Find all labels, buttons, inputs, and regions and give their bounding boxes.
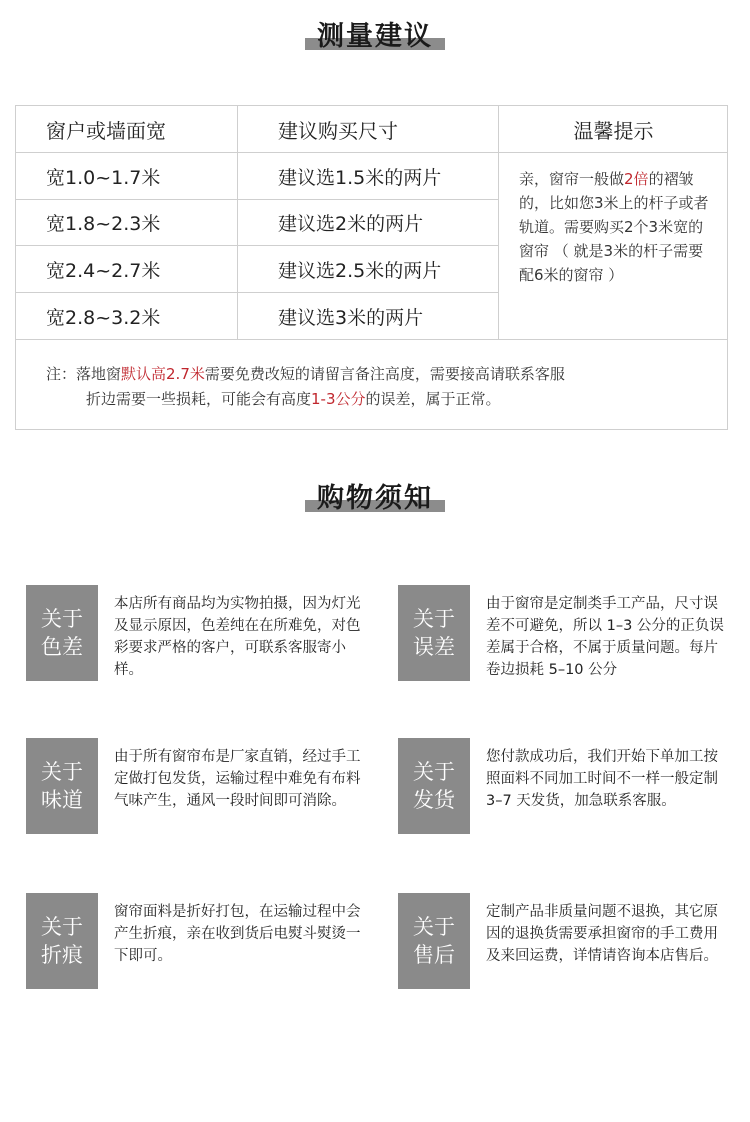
note-line2-before: 折边需要一些损耗，可能会有高度: [86, 390, 312, 408]
badge-line1: 关于: [413, 915, 455, 939]
notice-text: 本店所有商品均为实物拍摄，因为灯光及显示原因，色差纯在在所难免，对色彩要求严格的客户，可联系客服寄小样。: [114, 596, 361, 678]
notice-badge: [398, 893, 470, 989]
notice-badge: [26, 893, 98, 989]
notice-badge: [26, 738, 98, 834]
note-highlight-height: 默认高2.7米: [121, 365, 205, 383]
shopping-notice-section-title: [0, 476, 750, 516]
note-highlight-error: 1-3公分: [311, 390, 366, 408]
note-middle: 需要免费改短的请留言备注高度，需要接高请联系客服: [204, 365, 565, 383]
notice-badge: [398, 585, 470, 681]
row-width: 宽1.0~1.7米: [16, 153, 238, 200]
notice-card-after-sales: [398, 893, 728, 993]
notice-text: 您付款成功后，我们开始下单加工按照面料不同加工时间不一样一般定制 3–7 天发货，加急联系客服。: [486, 749, 718, 809]
badge-line2: 售后: [413, 943, 455, 967]
badge-line1: 关于: [413, 607, 455, 631]
badge-line2: 色差: [41, 635, 83, 659]
header-window-width: 窗户或墙面宽: [16, 106, 238, 153]
tip-text: [499, 153, 728, 340]
notice-badge: [398, 738, 470, 834]
badge-line2: 发货: [413, 788, 455, 812]
header-suggested-size: 建议购买尺寸: [238, 106, 499, 153]
shopping-notice-title-text: 购物须知: [317, 483, 433, 514]
row-suggest: 建议选2.5米的两片: [238, 246, 499, 293]
badge-line1: 关于: [413, 760, 455, 784]
measure-section-title: [0, 14, 750, 54]
notice-card-smell: [26, 738, 361, 838]
row-suggest: 建议选1.5米的两片: [238, 153, 499, 200]
notice-text: 由于窗帘是定制类手工产品，尺寸误差不可避免，所以 1–3 公分的正负误差属于合格，不属于质量问题。每片卷边损耗 5–10 公分: [486, 596, 724, 678]
row-suggest: 建议选2米的两片: [238, 200, 499, 246]
height-note: [16, 340, 728, 430]
notice-card-error: [398, 585, 728, 685]
tip-text-after: 的褶皱的，比如您3米上的杆子或者轨道。需要购买2个3米宽的窗帘 （ 就是3米的杆子需要配6米的窗帘 ）: [519, 170, 709, 284]
notice-card-shipping: [398, 738, 728, 838]
row-width: 宽1.8~2.3米: [16, 200, 238, 246]
badge-line2: 味道: [41, 788, 83, 812]
note-line2-after: 的误差，属于正常。: [365, 390, 501, 408]
row-width: 宽2.4~2.7米: [16, 246, 238, 293]
row-suggest: 建议选3米的两片: [238, 293, 499, 340]
notice-text: 由于所有窗帘布是厂家直销，经过手工定做打包发货，运输过程中难免有布料气味产生，通风一段时间即可消除。: [114, 749, 361, 809]
tip-text-before: 亲，窗帘一般做: [519, 170, 625, 188]
badge-line1: 关于: [41, 915, 83, 939]
notice-text: 定制产品非质量问题不退换，其它原因的退换货需要承担窗帘的手工费用及来回运费，详情请咨询本店售后。: [486, 904, 718, 964]
header-tips: 温馨提示: [499, 106, 728, 153]
notice-text: 窗帘面料是折好打包，在运输过程中会产生折痕，亲在收到货后电熨斗熨烫一下即可。: [114, 904, 361, 964]
badge-line2: 折痕: [41, 943, 83, 967]
tip-highlight: 2倍: [624, 170, 649, 188]
badge-line2: 误差: [413, 635, 455, 659]
badge-line1: 关于: [41, 760, 83, 784]
note-prefix: 注：落地窗: [46, 365, 122, 383]
measure-title-text: 测量建议: [317, 21, 433, 52]
size-suggestion-table: [15, 105, 728, 430]
row-width: 宽2.8~3.2米: [16, 293, 238, 340]
badge-line1: 关于: [41, 607, 83, 631]
notice-card-crease: [26, 893, 361, 993]
notice-card-color: [26, 585, 361, 685]
notice-badge: [26, 585, 98, 681]
note-line2: [46, 387, 728, 412]
